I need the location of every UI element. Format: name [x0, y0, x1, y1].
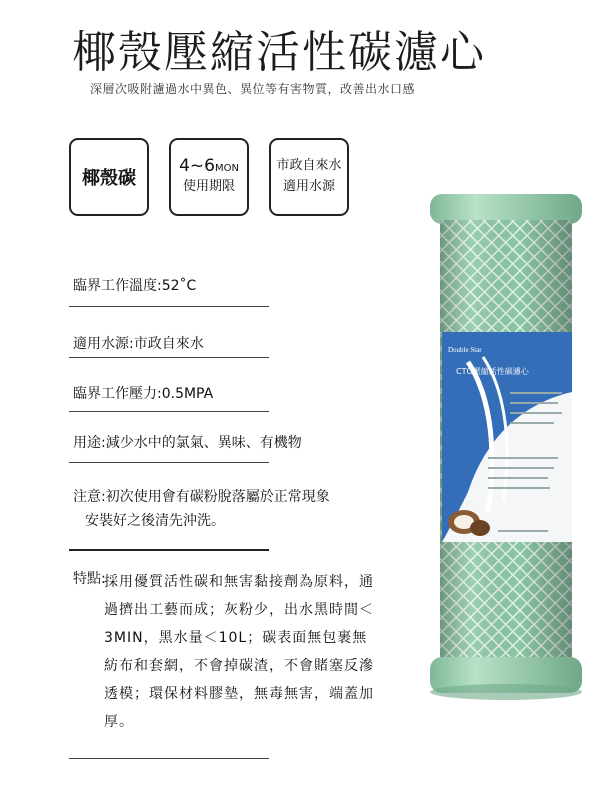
badge-material	[69, 138, 149, 216]
label-product-name: CTO壓縮活性碳濾心	[456, 367, 529, 376]
features-label: 特點:	[73, 571, 106, 587]
spec-temperature: 臨界工作溫度:52˚C	[73, 278, 197, 294]
divider	[69, 357, 269, 358]
service-life-number: 4~6	[179, 156, 215, 177]
filter-top-cap	[430, 194, 582, 224]
service-life-value	[179, 156, 239, 176]
divider	[69, 306, 269, 307]
spec-water-source: 適用水源:市政自來水	[73, 336, 204, 352]
usage-notice	[73, 485, 330, 533]
notice-line-1: 注意:初次使用會有碳粉脫落屬於正常現象	[73, 489, 330, 505]
service-life-unit: MON	[214, 163, 239, 175]
spec-pressure: 臨界工作壓力:0.5MPA	[73, 386, 214, 402]
divider	[69, 549, 269, 551]
divider	[69, 411, 269, 412]
water-source-value: 市政自來水	[276, 158, 342, 174]
label-brand: Double Star	[448, 346, 482, 354]
service-life-label: 使用期限	[182, 178, 235, 194]
water-source-label: 適用水源	[282, 179, 335, 194]
features-text: 採用優質活性碳和無害黏接劑為原料，通過擠出工藝而成；灰粉少，出水黑時間＜3MIN，黑水量＜10L；碳表面無包裹無紡布和套網，不會掉碳渣，不會賭塞反滲透模；環保材料膠墊，無毒無害，端蓋加厚。	[104, 574, 374, 730]
filter-label	[442, 332, 572, 542]
badge-service-life	[169, 138, 249, 216]
page-title: 椰殼壓縮活性碳濾心	[72, 27, 486, 78]
divider	[69, 462, 269, 463]
divider	[69, 758, 269, 759]
spec-usage: 用途:減少水中的氯氣、異味、有機物	[73, 435, 302, 451]
page-subtitle: 深層次吸附濾過水中異色、異位等有害物質，改善出水口感	[90, 82, 416, 96]
badge-water-source	[269, 138, 349, 216]
filter-cartridge-image	[428, 192, 584, 702]
badge-material-label: 椰殼碳	[82, 168, 136, 189]
notice-line-2: 安裝好之後清先沖洗。	[85, 513, 225, 529]
